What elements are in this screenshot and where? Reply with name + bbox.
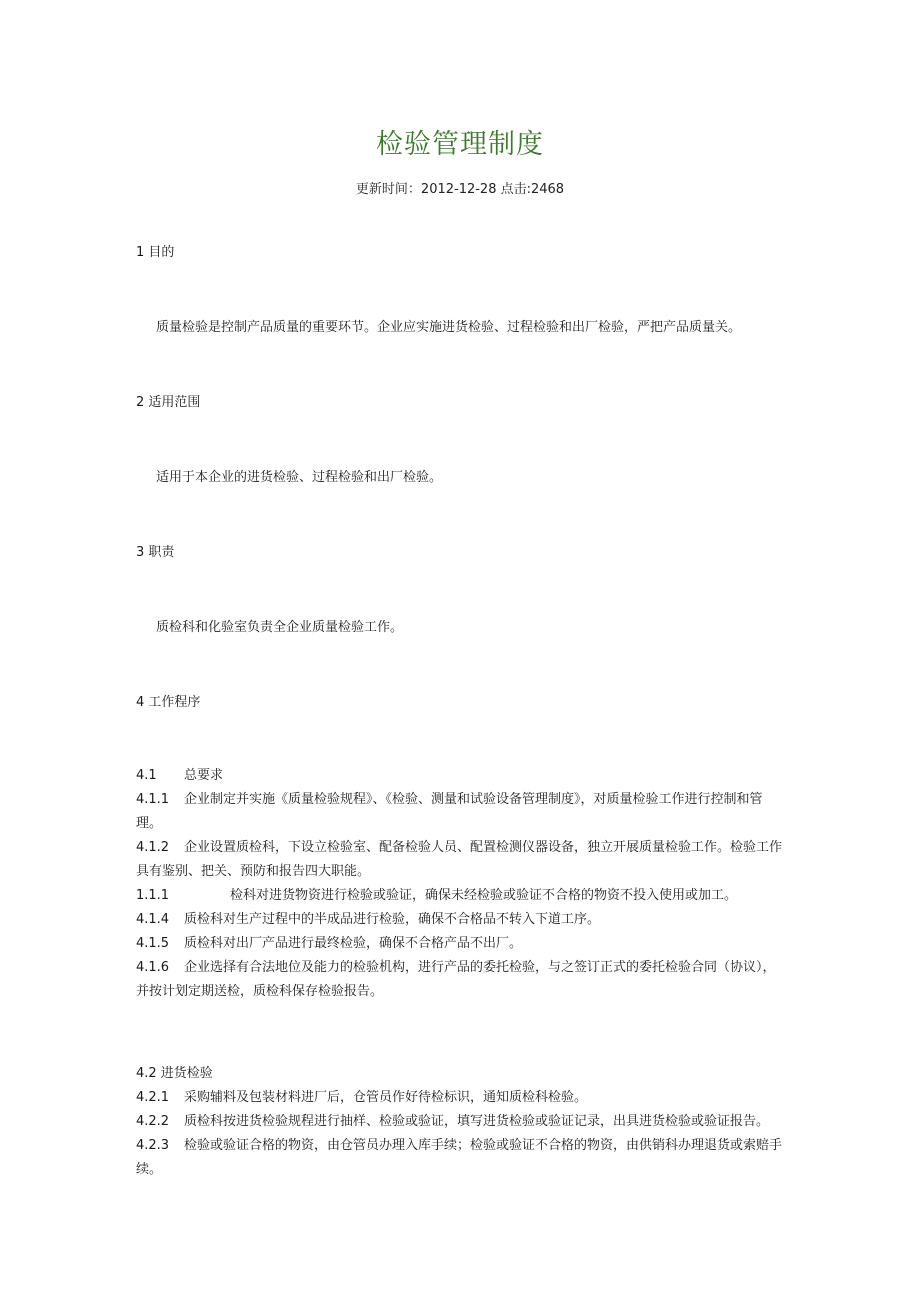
subsection-heading: 4.2 进货检验 bbox=[136, 1066, 213, 1081]
item-number: 1.1.1 bbox=[136, 888, 170, 903]
section-heading-scope: 2 适用范围 bbox=[136, 395, 201, 410]
list-item bbox=[136, 1134, 784, 1182]
item-text: 采购辅料及包装材料进厂后，仓管员作好待检标识，通知质检科检验。 bbox=[184, 1090, 588, 1105]
item-text: 企业制定并实施《质量检验规程》、《检验、测量和试验设备管理制度》，对质量检验工作进行控制和管理。 bbox=[136, 792, 763, 831]
list-item bbox=[136, 1086, 784, 1110]
list-item bbox=[136, 908, 784, 932]
item-text: 企业选择有合法地位及能力的检验机构，进行产品的委托检验，与之签订正式的委托检验合同（协议），并按计划定期送检，质检科保存检验报告。 bbox=[136, 960, 776, 999]
item-number: 4.2.2 bbox=[136, 1114, 170, 1129]
item-number: 4.1.1 bbox=[136, 792, 170, 807]
item-text: 检科对进货物资进行检验或验证，确保未经检验或验证不合格的物资不投入使用或加工。 bbox=[230, 888, 738, 903]
item-number: 4.2.3 bbox=[136, 1138, 170, 1153]
list-item bbox=[136, 836, 784, 884]
section-heading-procedure: 4 工作程序 bbox=[136, 695, 201, 710]
item-text: 企业设置质检科，下设立检验室、配备检验人员、配置检测仪器设备，独立开展质量检验工作。检验工作具有鉴别、把关、预防和报告四大职能。 bbox=[136, 840, 783, 879]
list-item bbox=[136, 884, 784, 908]
item-number: 4.1.6 bbox=[136, 960, 170, 975]
list-item bbox=[136, 932, 784, 956]
item-text: 质检科对出厂产品进行最终检验，确保不合格产品不出厂。 bbox=[184, 936, 523, 951]
subsection-general-requirements bbox=[136, 764, 784, 1004]
item-text: 总要求 bbox=[184, 768, 224, 783]
list-item bbox=[136, 788, 784, 836]
section-text-scope: 适用于本企业的进货检验、过程检验和出厂检验。 bbox=[156, 470, 443, 485]
item-number: 4.1.5 bbox=[136, 936, 170, 951]
item-number: 4.1 bbox=[136, 768, 157, 783]
item-text: 检验或验证合格的物资，由仓管员办理入库手续；检验或验证不合格的物资，由供销科办理退货或索赔手续。 bbox=[136, 1138, 783, 1177]
list-item bbox=[136, 1110, 784, 1134]
item-number: 4.2.1 bbox=[136, 1090, 170, 1105]
list-item bbox=[136, 956, 784, 1004]
section-text-purpose: 质量检验是控制产品质量的重要环节。企业应实施进货检验、过程检验和出厂检验，严把产品质量关。 bbox=[156, 320, 742, 335]
section-heading-duties: 3 职责 bbox=[136, 545, 175, 560]
item-number: 4.1.2 bbox=[136, 840, 170, 855]
subsection-incoming-inspection bbox=[136, 1062, 784, 1182]
subsection-heading bbox=[136, 764, 784, 788]
section-text-duties: 质检科和化验室负责全企业质量检验工作。 bbox=[156, 620, 404, 635]
item-number: 4.1.4 bbox=[136, 912, 170, 927]
item-text: 质检科按进货检验规程进行抽样、检验或验证，填写进货检验或验证记录，出具进货检验或验证报告。 bbox=[184, 1114, 770, 1129]
document-title: 检验管理制度 bbox=[376, 129, 544, 160]
item-text: 质检科对生产过程中的半成品进行检验，确保不合格品不转入下道工序。 bbox=[184, 912, 601, 927]
document-meta: 更新时间：2012-12-28 点击:2468 bbox=[355, 182, 565, 197]
section-heading-purpose: 1 目的 bbox=[136, 245, 175, 260]
